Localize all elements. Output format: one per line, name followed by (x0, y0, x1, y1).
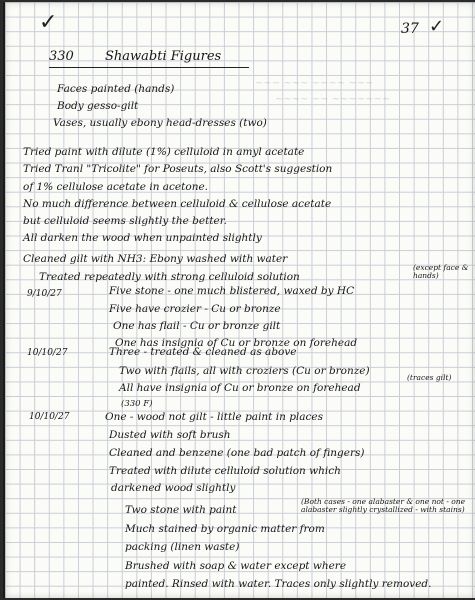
notebook-page (3, 2, 475, 598)
entry-line: Five have crozier - Cu or bronze (109, 303, 281, 315)
entry-line: One has flail - Cu or bronze gilt (113, 320, 281, 332)
entry-line: Two stone with paint (125, 504, 237, 516)
cleaning-line: Treated repeatedly with strong celluloid solution (39, 271, 300, 283)
check-mark-icon: ✓ (39, 10, 58, 35)
note-line: No much difference between celluloid & cellulose acetate (23, 198, 332, 210)
bleed-through-text: ~~~ ~~~ ~~~~ ~~~ (255, 78, 374, 89)
entry-line: Treated with dilute celluloid solution which (109, 465, 341, 477)
page-title: Shawabti Figures (105, 49, 222, 64)
entry-line: Dusted with soft brush (109, 429, 231, 441)
check-mark-icon: ✓ (429, 16, 445, 37)
entry-date: 10/10/27 (27, 348, 68, 358)
cleaning-line: Cleaned gilt with NH3: Ebony washed with water (23, 253, 288, 265)
entry-date: 10/10/27 (29, 412, 70, 422)
margin-note: (except face & hands) (413, 263, 469, 280)
entry-line: Much stained by organic matter from (125, 523, 325, 535)
entry-label: (330 F) (121, 399, 153, 409)
note-line: of 1% cellulose acetate in acetone. (23, 181, 209, 193)
entry-date: 9/10/27 (27, 289, 62, 299)
entry-number: 330 (49, 49, 74, 64)
note-line: Tried Tranl "Tricolite" for Poseuts, also Scott's suggestion (23, 163, 333, 175)
description-line: Body gesso-gilt (57, 100, 139, 112)
description-line: Vases, usually ebony head-dresses (two) (53, 117, 267, 129)
description-line: Faces painted (hands) (57, 83, 175, 95)
note-line: Tried paint with dilute (1%) celluloid in amyl acetate (23, 146, 305, 158)
title-underline (49, 67, 249, 68)
side-note: (Both cases - one alabaster & one not - one alabaster slightly crystallized - with stains) (301, 497, 466, 515)
note-line: All darken the wood when unpainted slightly (23, 232, 262, 244)
entry-line: Three - treated & cleaned as above (109, 346, 297, 358)
entry-line: Five stone - one much blistered, waxed by HC (109, 285, 355, 297)
entry-line: painted. Rinsed with water. Traces only slightly removed. (125, 578, 432, 590)
entry-line: One - wood not gilt - little paint in places (105, 411, 324, 423)
entry-line: packing (linen waste) (125, 541, 240, 553)
entry-line: Two with flails, all with croziers (Cu or bronze) (119, 365, 370, 377)
page-number: 37 (401, 21, 419, 37)
side-note: (traces gilt) (407, 373, 452, 382)
entry-line: One has insignia of Cu or bronze on forehead (115, 337, 358, 349)
entry-line: Brushed with soap & water except where (125, 560, 347, 572)
note-line: but celluloid seems slightly the better. (23, 215, 227, 227)
entry-line: Cleaned and benzene (one bad patch of fingers) (109, 447, 365, 459)
entry-line: darkened wood slightly (111, 482, 236, 494)
bleed-through-text: ~~~~ ~~ ~~~~~~~ (275, 94, 391, 105)
entry-line: All have insignia of Cu or bronze on forehead (119, 382, 361, 394)
